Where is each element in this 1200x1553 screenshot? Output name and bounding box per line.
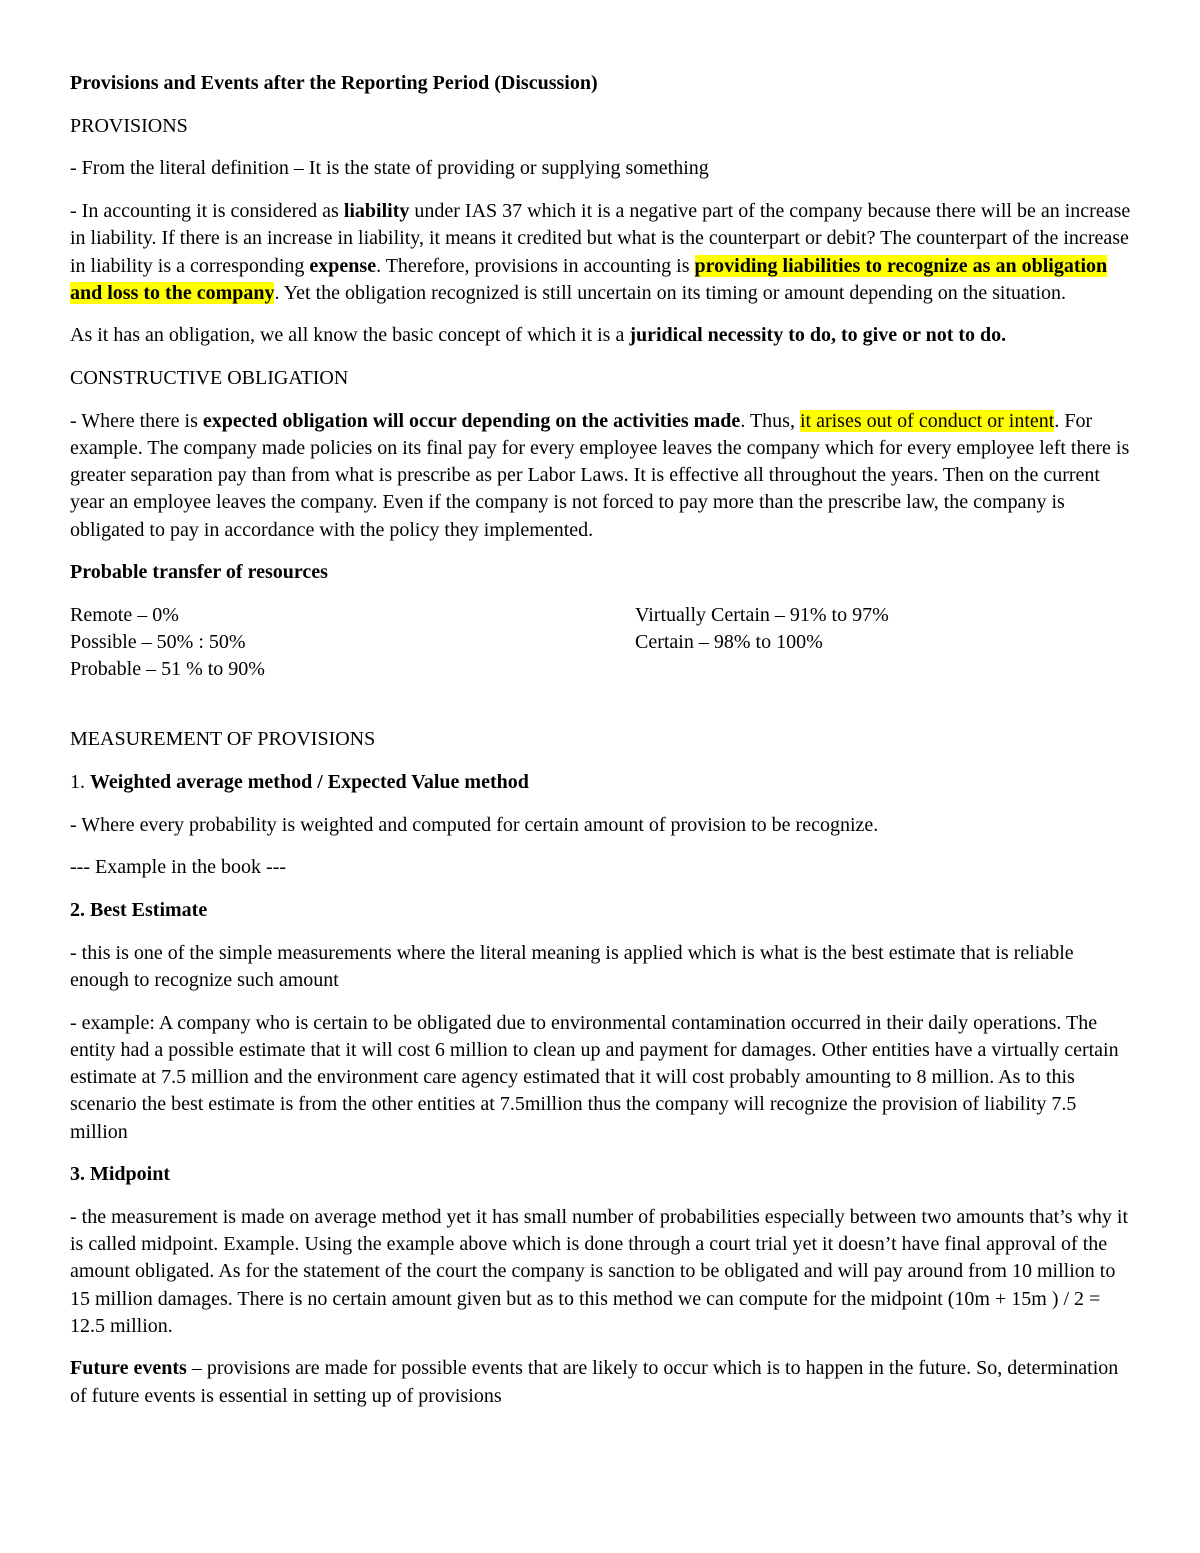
provisions-heading: PROVISIONS bbox=[70, 114, 188, 137]
probability-virtually-certain: Virtually Certain – 91% to 97% bbox=[635, 604, 889, 627]
text-run: As it has an obligation, we all know the basic concept of which it is a bbox=[70, 324, 630, 347]
bold-expected-obligation: expected obligation will occur depending on the activities made bbox=[202, 409, 741, 432]
method-1-example-note: --- Example in the book --- bbox=[70, 856, 287, 879]
provisions-literal-definition: - From the literal definition – It is the state of providing or supplying something bbox=[70, 157, 709, 180]
probability-probable: Probable – 51 % to 90% bbox=[70, 658, 265, 681]
probability-remote: Remote – 0% bbox=[70, 604, 179, 627]
probability-column-right bbox=[635, 602, 1132, 684]
probability-column-left bbox=[70, 602, 635, 684]
probability-possible: Possible – 50% : 50% bbox=[70, 631, 246, 654]
probable-transfer-heading: Probable transfer of resources bbox=[70, 561, 328, 584]
text-run: under IAS 37 which it is a negative part of the company because there will be an increase in liability. If there is an increase in liability, it means it credited but what is the counterpart or debit? The counterpart of the increase in liability is a corresponding bbox=[70, 200, 1131, 277]
method-1-name: Weighted average method / Expected Value method bbox=[90, 771, 529, 793]
bold-future-events: Future events bbox=[70, 1357, 187, 1380]
probability-certain: Certain – 98% to 100% bbox=[635, 631, 823, 654]
text-run: - In accounting it is considered as bbox=[70, 200, 344, 223]
bold-liability: liability bbox=[343, 200, 410, 223]
method-3-title: 3. Midpoint bbox=[70, 1163, 171, 1186]
text-run: . For example. The company made policies on its final pay for every employee leaves the company which for every employee left there is greater separation pay than from what is prescribe as per Labor Laws. It is effective all throughout the years. Then on the current year an employee leaves the company. Even if the company is not forced to pay more than the prescribe law, the company is obligated to pay in accordance with the policy they implemented. bbox=[70, 409, 1130, 541]
method-1-description: - Where every probability is weighted and computed for certain amount of provision to be recognize. bbox=[70, 813, 879, 836]
probability-table bbox=[70, 602, 1132, 684]
text-run: . Yet the obligation recognized is still uncertain on its timing or amount depending on the situation. bbox=[274, 281, 1067, 304]
method-2-example: - example: A company who is certain to be obligated due to environmental contamination occurred in their daily operations. The entity had a possible estimate that it will cost 6 million to clean up and payment for damages. Other entities have a virtually certain estimate at 7.5 million and the environment care agency estimated that it will cost probably amounting to 8 million. As to this scenario the best estimate is from the other entities at 7.5million thus the company will recognize the provision of liability 7.5 million bbox=[70, 1011, 1119, 1143]
obligation-concept-paragraph bbox=[70, 322, 1132, 349]
document-page bbox=[70, 70, 1132, 1410]
bold-expense: expense bbox=[309, 254, 377, 277]
future-events-paragraph bbox=[70, 1355, 1132, 1409]
text-run: – provisions are made for possible events that are likely to occur which is to happen in the future. So, determination of future events is essential in setting up of provisions bbox=[70, 1357, 1119, 1407]
provisions-accounting-paragraph bbox=[70, 198, 1132, 307]
blank-line bbox=[70, 699, 1132, 726]
constructive-obligation-paragraph bbox=[70, 408, 1132, 544]
method-3-description: - the measurement is made on average method yet it has small number of probabilities especially between two amounts that’s why it is called midpoint. Example. Using the example above which is done through a court trial yet it doesn’t have final approval of the amount obligated. As for the statement of the court the company is sanction to be obligated and will pay around from 10 million to 15 million damages. There is no certain amount given but as to this method we can compute for the midpoint (10m + 15m ) / 2 = 12.5 million. bbox=[70, 1205, 1129, 1337]
text-run: . Therefore, provisions in accounting is bbox=[376, 254, 695, 277]
text-run: . Thus, bbox=[740, 409, 800, 432]
constructive-obligation-heading: CONSTRUCTIVE OBLIGATION bbox=[70, 367, 349, 390]
highlighted-definition: providing liabilities to recognize as an obligation and loss to the company bbox=[70, 254, 1108, 304]
bold-juridical-necessity: juridical necessity to do, to give or not to do. bbox=[629, 324, 1007, 347]
measurement-heading: MEASUREMENT OF PROVISIONS bbox=[70, 728, 376, 751]
method-2-title: 2. Best Estimate bbox=[70, 899, 208, 922]
document-title: Provisions and Events after the Reporting Period (Discussion) bbox=[70, 72, 598, 94]
method-1-title bbox=[70, 769, 1132, 796]
method-2-description: - this is one of the simple measurements where the literal meaning is applied which is what is the best estimate that is reliable enough to recognize such amount bbox=[70, 941, 1074, 992]
method-1-number: 1. bbox=[70, 771, 90, 793]
highlighted-conduct-intent: it arises out of conduct or intent bbox=[799, 409, 1055, 432]
text-run: - Where there is bbox=[70, 409, 203, 432]
